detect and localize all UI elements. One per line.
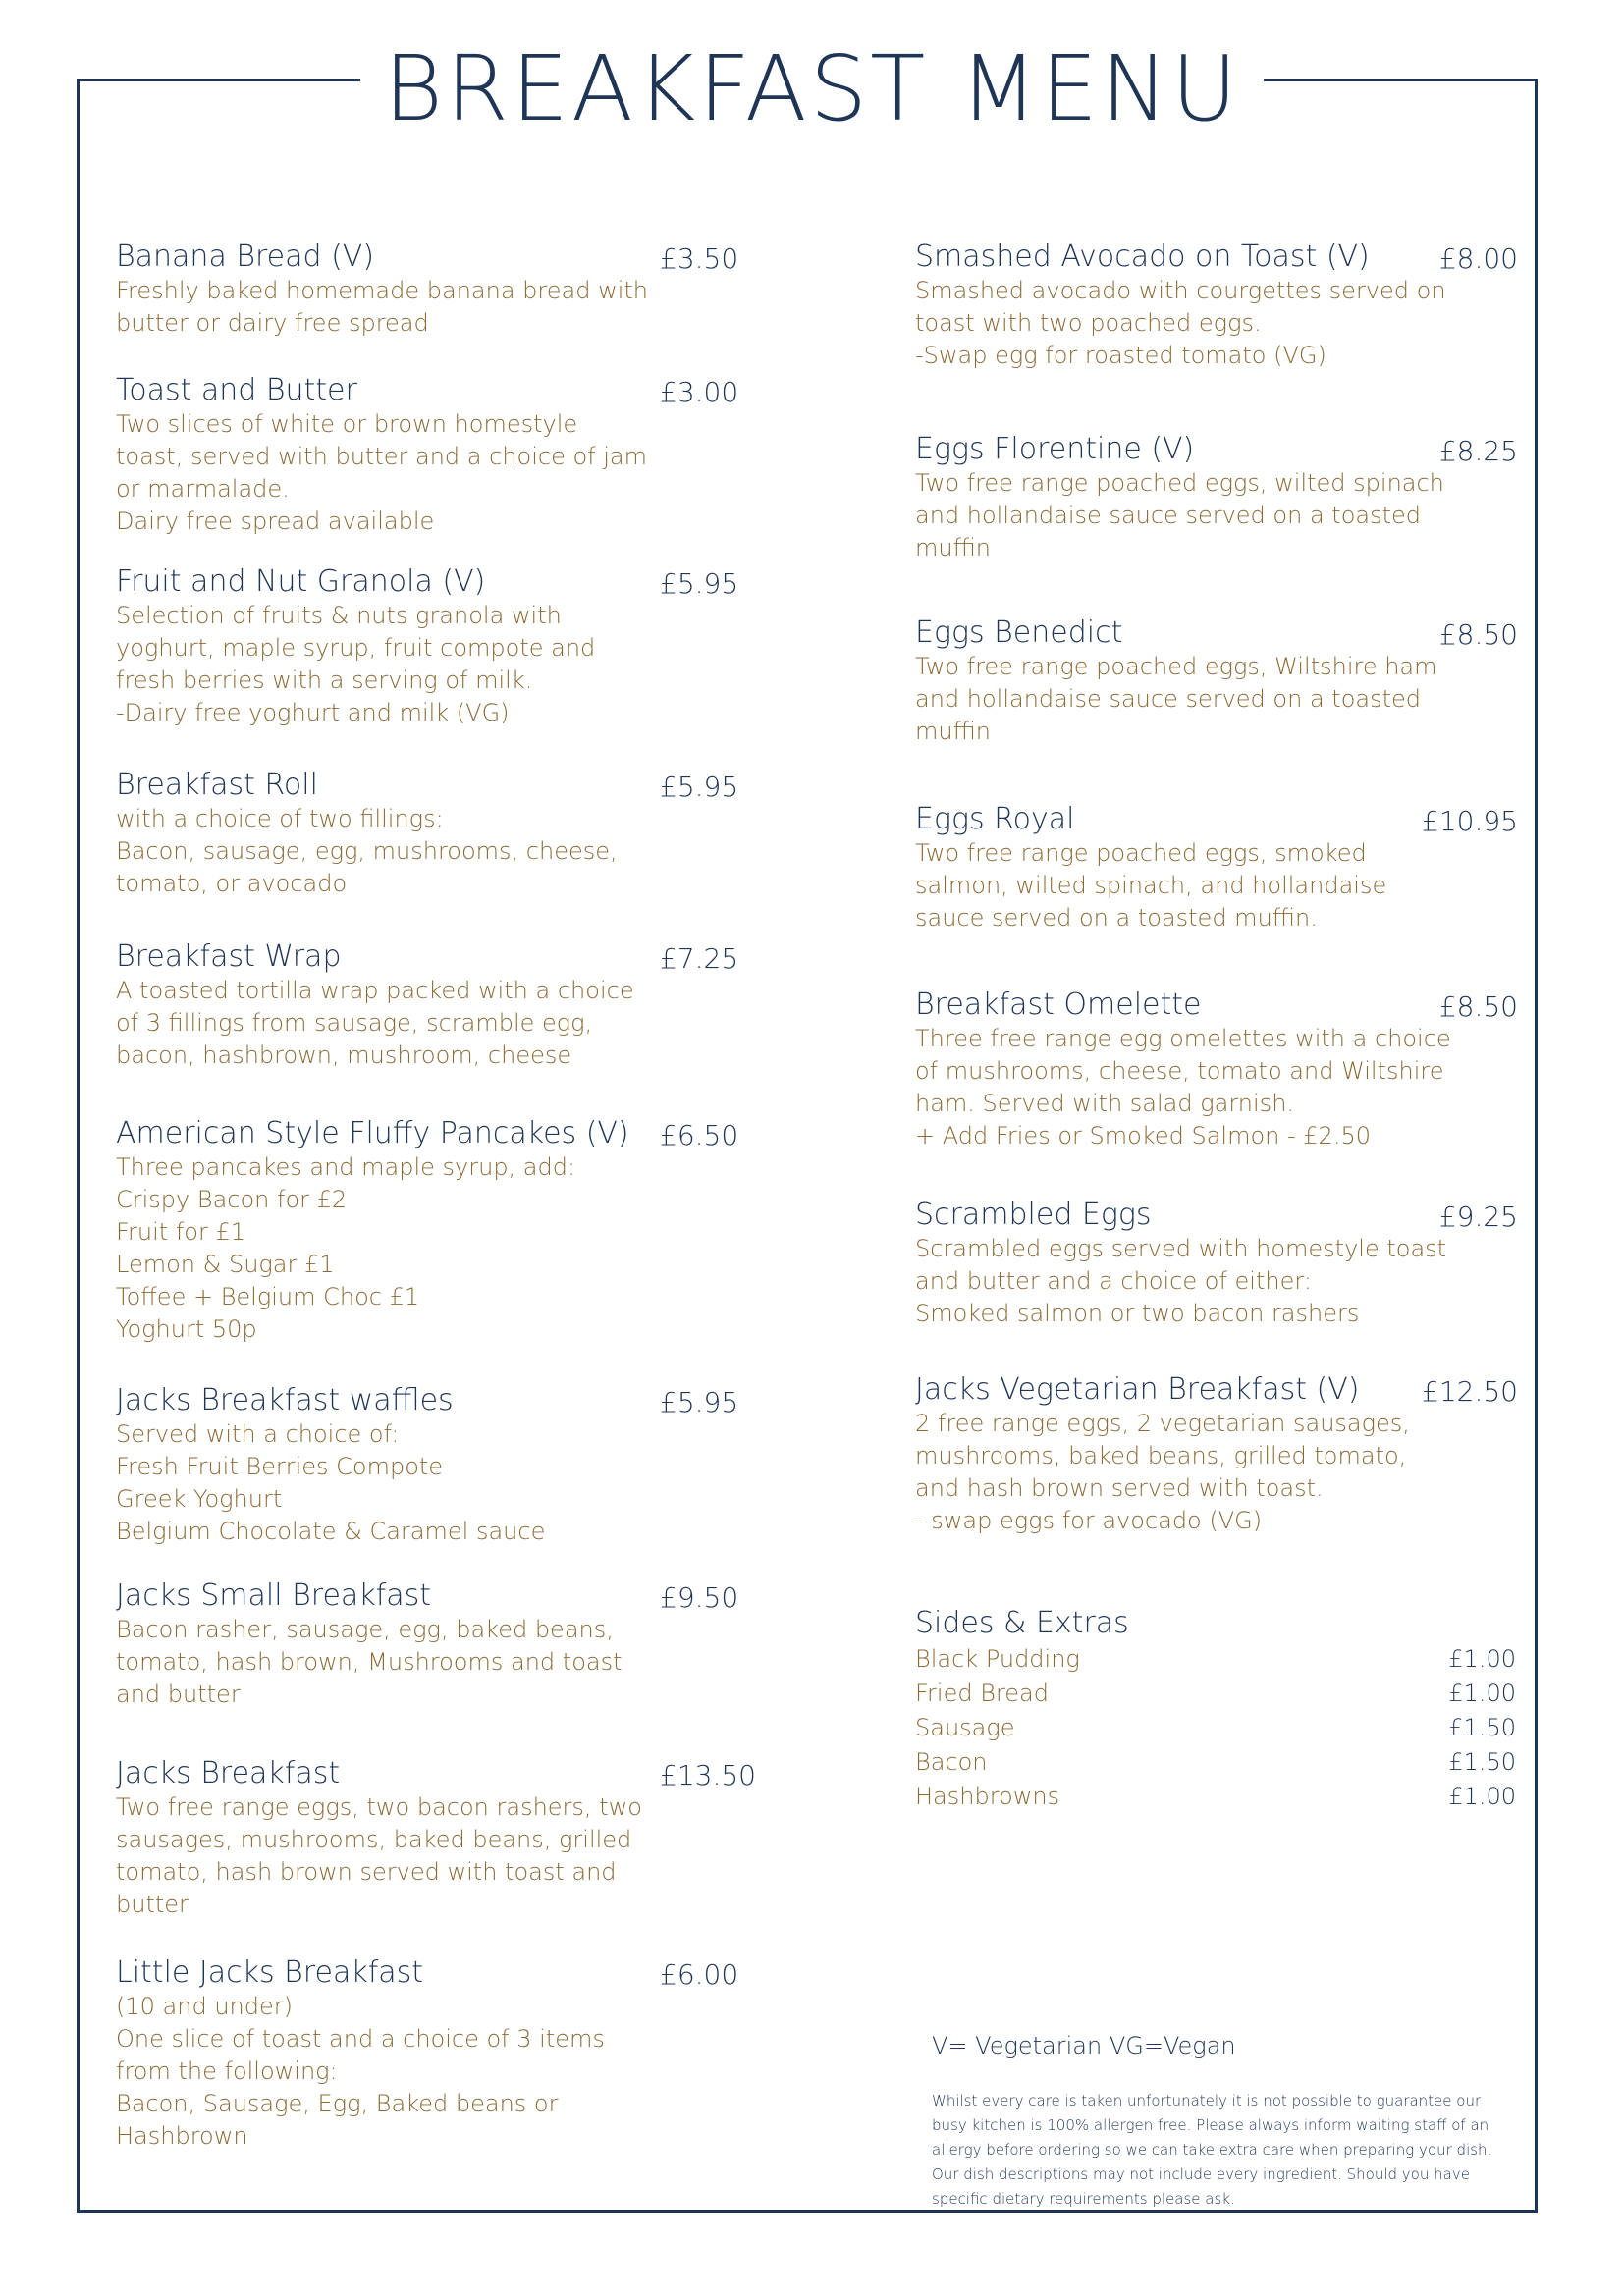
description-line: Fresh Fruit Berries Compote	[116, 1453, 444, 1480]
description-line: Two free range poached eggs, smoked	[915, 839, 1367, 867]
item-price: £3.00	[660, 376, 739, 408]
description-line: butter	[116, 1891, 189, 1918]
right-menu-item	[915, 615, 1437, 748]
description-line: with a choice of two fillings:	[116, 805, 444, 832]
description-line: Three pancakes and maple syrup, add:	[116, 1153, 576, 1181]
description-line: tomato, or avocado	[116, 870, 348, 897]
description-line: Bacon, sausage, egg, mushrooms, cheese,	[116, 837, 618, 865]
right-menu-item	[915, 802, 1386, 934]
left-menu-item	[116, 564, 595, 729]
description-line: Lemon & Sugar £1	[116, 1251, 335, 1278]
description-line: Bacon, Sausage, Egg, Baked beans or	[116, 2090, 559, 2117]
item-name: American Style Fluffy Pancakes (V)	[116, 1116, 629, 1150]
item-name: Eggs Benedict	[915, 615, 1123, 650]
description-line: muffin	[915, 534, 992, 561]
item-name: Little Jacks Breakfast	[116, 1955, 424, 1990]
description-line: 2 free range eggs, 2 vegetarian sausages,	[915, 1410, 1410, 1437]
allergy-note-line: Whilst every care is taken unfortunately it is not possible to guarantee our	[932, 2092, 1482, 2109]
item-price: £8.25	[1438, 435, 1518, 467]
item-description	[116, 600, 595, 729]
description-line: Three free range egg omelettes with a choice	[915, 1025, 1451, 1052]
side-item-name: Bacon	[915, 1748, 988, 1776]
left-menu-item	[116, 1116, 629, 1346]
left-menu-item	[116, 939, 634, 1072]
right-menu-item	[915, 240, 1446, 372]
description-line: and hash brown served with toast.	[915, 1474, 1324, 1502]
side-item-price: £1.50	[1448, 1714, 1516, 1741]
item-price: £9.25	[1438, 1201, 1518, 1233]
description-line: Toffee + Belgium Choc £1	[116, 1283, 420, 1310]
description-line: Belgium Chocolate & Caramel sauce	[116, 1518, 546, 1545]
description-line: Crispy Bacon for £2	[116, 1186, 348, 1213]
description-line: toast, served with butter and a choice of jam	[116, 443, 647, 470]
description-line: -Swap egg for roasted tomato (VG)	[915, 342, 1326, 369]
item-description	[116, 275, 648, 340]
allergy-note-line: busy kitchen is 100% allergen free. Please always inform waiting staff of an	[932, 2116, 1489, 2134]
description-line: Dairy free spread available	[116, 507, 435, 535]
description-line: Smashed avocado with courgettes served on	[915, 277, 1446, 304]
right-menu-item	[915, 1372, 1410, 1537]
description-line: tomato, hash brown served with toast and	[116, 1858, 617, 1886]
item-price: £8.00	[1438, 242, 1518, 275]
item-price: £9.50	[660, 1581, 739, 1614]
description-line: tomato, hash brown, Mushrooms and toast	[116, 1648, 623, 1676]
description-line: and butter	[116, 1681, 241, 1708]
item-price: £5.95	[660, 771, 739, 803]
allergy-note-line: specific dietary requirements please ask.	[932, 2190, 1235, 2208]
description-line: fresh berries with a serving of milk.	[116, 667, 533, 694]
item-name: Toast and Butter	[116, 373, 357, 407]
description-line: One slice of toast and a choice of 3 items	[116, 2025, 605, 2053]
description-line: Two free range poached eggs, Wiltshire ham	[915, 653, 1437, 680]
allergy-note	[932, 2089, 1511, 2212]
left-menu-item	[116, 1383, 545, 1548]
description-line: bacon, hashbrown, mushroom, cheese	[116, 1041, 572, 1069]
item-price: £5.95	[660, 1386, 739, 1418]
item-name: Banana Bread (V)	[116, 240, 375, 274]
item-price: £6.50	[660, 1119, 739, 1151]
description-line: Hashbrown	[116, 2122, 248, 2150]
description-line: Scrambled eggs served with homestyle toast	[915, 1235, 1447, 1262]
item-name: Jacks Small Breakfast	[116, 1578, 431, 1613]
item-price: £5.95	[660, 567, 739, 600]
left-menu-item	[116, 768, 618, 900]
description-line: Greek Yoghurt	[116, 1485, 283, 1513]
description-line: (10 and under)	[116, 1993, 293, 2020]
item-description	[915, 651, 1437, 748]
right-menu-item	[915, 1198, 1446, 1330]
description-line: Fruit for £1	[116, 1218, 246, 1246]
item-name: Jacks Vegetarian Breakfast (V)	[915, 1372, 1360, 1407]
left-menu-item	[116, 1756, 642, 1921]
description-line: toast with two poached eggs.	[915, 309, 1262, 337]
item-name: Scrambled Eggs	[915, 1198, 1152, 1232]
description-line: sauce served on a toasted muffin.	[915, 904, 1318, 932]
description-line: yoghurt, maple syrup, fruit compote and	[116, 634, 596, 662]
item-description	[116, 1991, 605, 2153]
description-line: and hollandaise sauce served on a toasted	[915, 685, 1421, 713]
description-line: Selection of fruits & nuts granola with	[116, 602, 562, 629]
menu-title: BREAKFAST MENU	[360, 35, 1264, 143]
item-price: £3.50	[660, 242, 739, 275]
description-line: Two free range eggs, two bacon rashers, two	[116, 1793, 642, 1821]
item-price: £7.25	[660, 942, 739, 975]
item-name: Eggs Royal	[915, 802, 1075, 836]
item-name: Jacks Breakfast waffles	[116, 1383, 454, 1417]
item-name: Smashed Avocado on Toast (V)	[915, 240, 1370, 274]
description-line: ham. Served with salad garnish.	[915, 1090, 1295, 1117]
side-item-price: £1.00	[1448, 1783, 1516, 1810]
description-line: -Dairy free yoghurt and milk (VG)	[116, 699, 510, 726]
item-price: £8.50	[1438, 990, 1518, 1023]
description-line: Bacon rasher, sausage, egg, baked beans,	[116, 1616, 614, 1643]
item-description	[915, 467, 1444, 564]
item-description	[915, 837, 1386, 934]
side-item-name: Black Pudding	[915, 1645, 1080, 1673]
description-line: sausages, mushrooms, baked beans, grilled	[116, 1826, 632, 1853]
description-line: Served with a choice of:	[116, 1420, 400, 1448]
description-line: muffin	[915, 718, 992, 745]
item-description	[116, 408, 647, 538]
side-item-price: £1.00	[1448, 1645, 1516, 1673]
description-line: mushrooms, baked beans, grilled tomato,	[915, 1442, 1407, 1469]
description-line: A toasted tortilla wrap packed with a choice	[116, 977, 634, 1004]
left-menu-item	[116, 373, 647, 538]
item-name: Eggs Florentine (V)	[915, 432, 1195, 466]
item-name: Fruit and Nut Granola (V)	[116, 564, 486, 599]
item-description	[116, 1418, 545, 1548]
item-description	[915, 1023, 1451, 1152]
side-item-price: £1.00	[1448, 1680, 1516, 1707]
diet-legend: V= Vegetarian VG=Vegan	[932, 2032, 1236, 2059]
description-line: Yoghurt 50p	[116, 1315, 257, 1343]
item-description	[116, 803, 618, 900]
description-line: salmon, wilted spinach, and hollandaise	[915, 872, 1387, 899]
item-description	[116, 1791, 642, 1921]
description-line: butter or dairy free spread	[116, 309, 429, 337]
description-line: of mushrooms, cheese, tomato and Wiltshire	[915, 1057, 1444, 1085]
left-menu-item	[116, 1955, 605, 2153]
description-line: Smoked salmon or two bacon rashers	[915, 1300, 1360, 1327]
description-line: - swap eggs for avocado (VG)	[915, 1507, 1263, 1534]
description-line: and hollandaise sauce served on a toasted	[915, 502, 1421, 529]
side-item-name: Fried Bread	[915, 1680, 1049, 1707]
side-item-price: £1.50	[1448, 1748, 1516, 1776]
description-line: from the following:	[116, 2057, 338, 2085]
item-price: £12.50	[1422, 1375, 1518, 1408]
item-description	[915, 1233, 1446, 1330]
item-name: Breakfast Roll	[116, 768, 318, 802]
description-line: of 3 fillings from sausage, scramble egg,	[116, 1009, 593, 1037]
item-description	[915, 275, 1446, 372]
item-description	[915, 1408, 1410, 1537]
description-line: and butter and a choice of either:	[915, 1267, 1312, 1295]
left-menu-item	[116, 1578, 623, 1711]
item-price: £13.50	[660, 1759, 756, 1791]
allergy-note-line: Our dish descriptions may not include every ingredient. Should you have	[932, 2165, 1470, 2183]
sides-title: Sides & Extras	[915, 1606, 1129, 1640]
item-price: £6.00	[660, 1958, 739, 1991]
description-line: + Add Fries or Smoked Salmon - £2.50	[915, 1122, 1371, 1149]
right-menu-item	[915, 988, 1451, 1152]
description-line: or marmalade.	[116, 475, 290, 503]
description-line: Two free range poached eggs, wilted spinach	[915, 469, 1444, 497]
item-description	[116, 1614, 623, 1711]
title-wrap	[0, 35, 1624, 143]
side-item-name: Sausage	[915, 1714, 1015, 1741]
description-line: Two slices of white or brown homestyle	[116, 410, 578, 438]
item-price: £10.95	[1422, 805, 1518, 837]
item-name: Jacks Breakfast	[116, 1756, 341, 1790]
side-item-name: Hashbrowns	[915, 1783, 1060, 1810]
right-menu-item	[915, 432, 1444, 564]
allergy-note-line: allergy before ordering so we can take extra care when preparing your dish.	[932, 2141, 1492, 2159]
description-line: Freshly baked homemade banana bread with	[116, 277, 648, 304]
left-menu-item	[116, 240, 648, 340]
item-name: Breakfast Wrap	[116, 939, 342, 974]
item-description	[116, 1151, 629, 1346]
item-description	[116, 975, 634, 1072]
item-name: Breakfast Omelette	[915, 988, 1202, 1022]
item-price: £8.50	[1438, 618, 1518, 651]
